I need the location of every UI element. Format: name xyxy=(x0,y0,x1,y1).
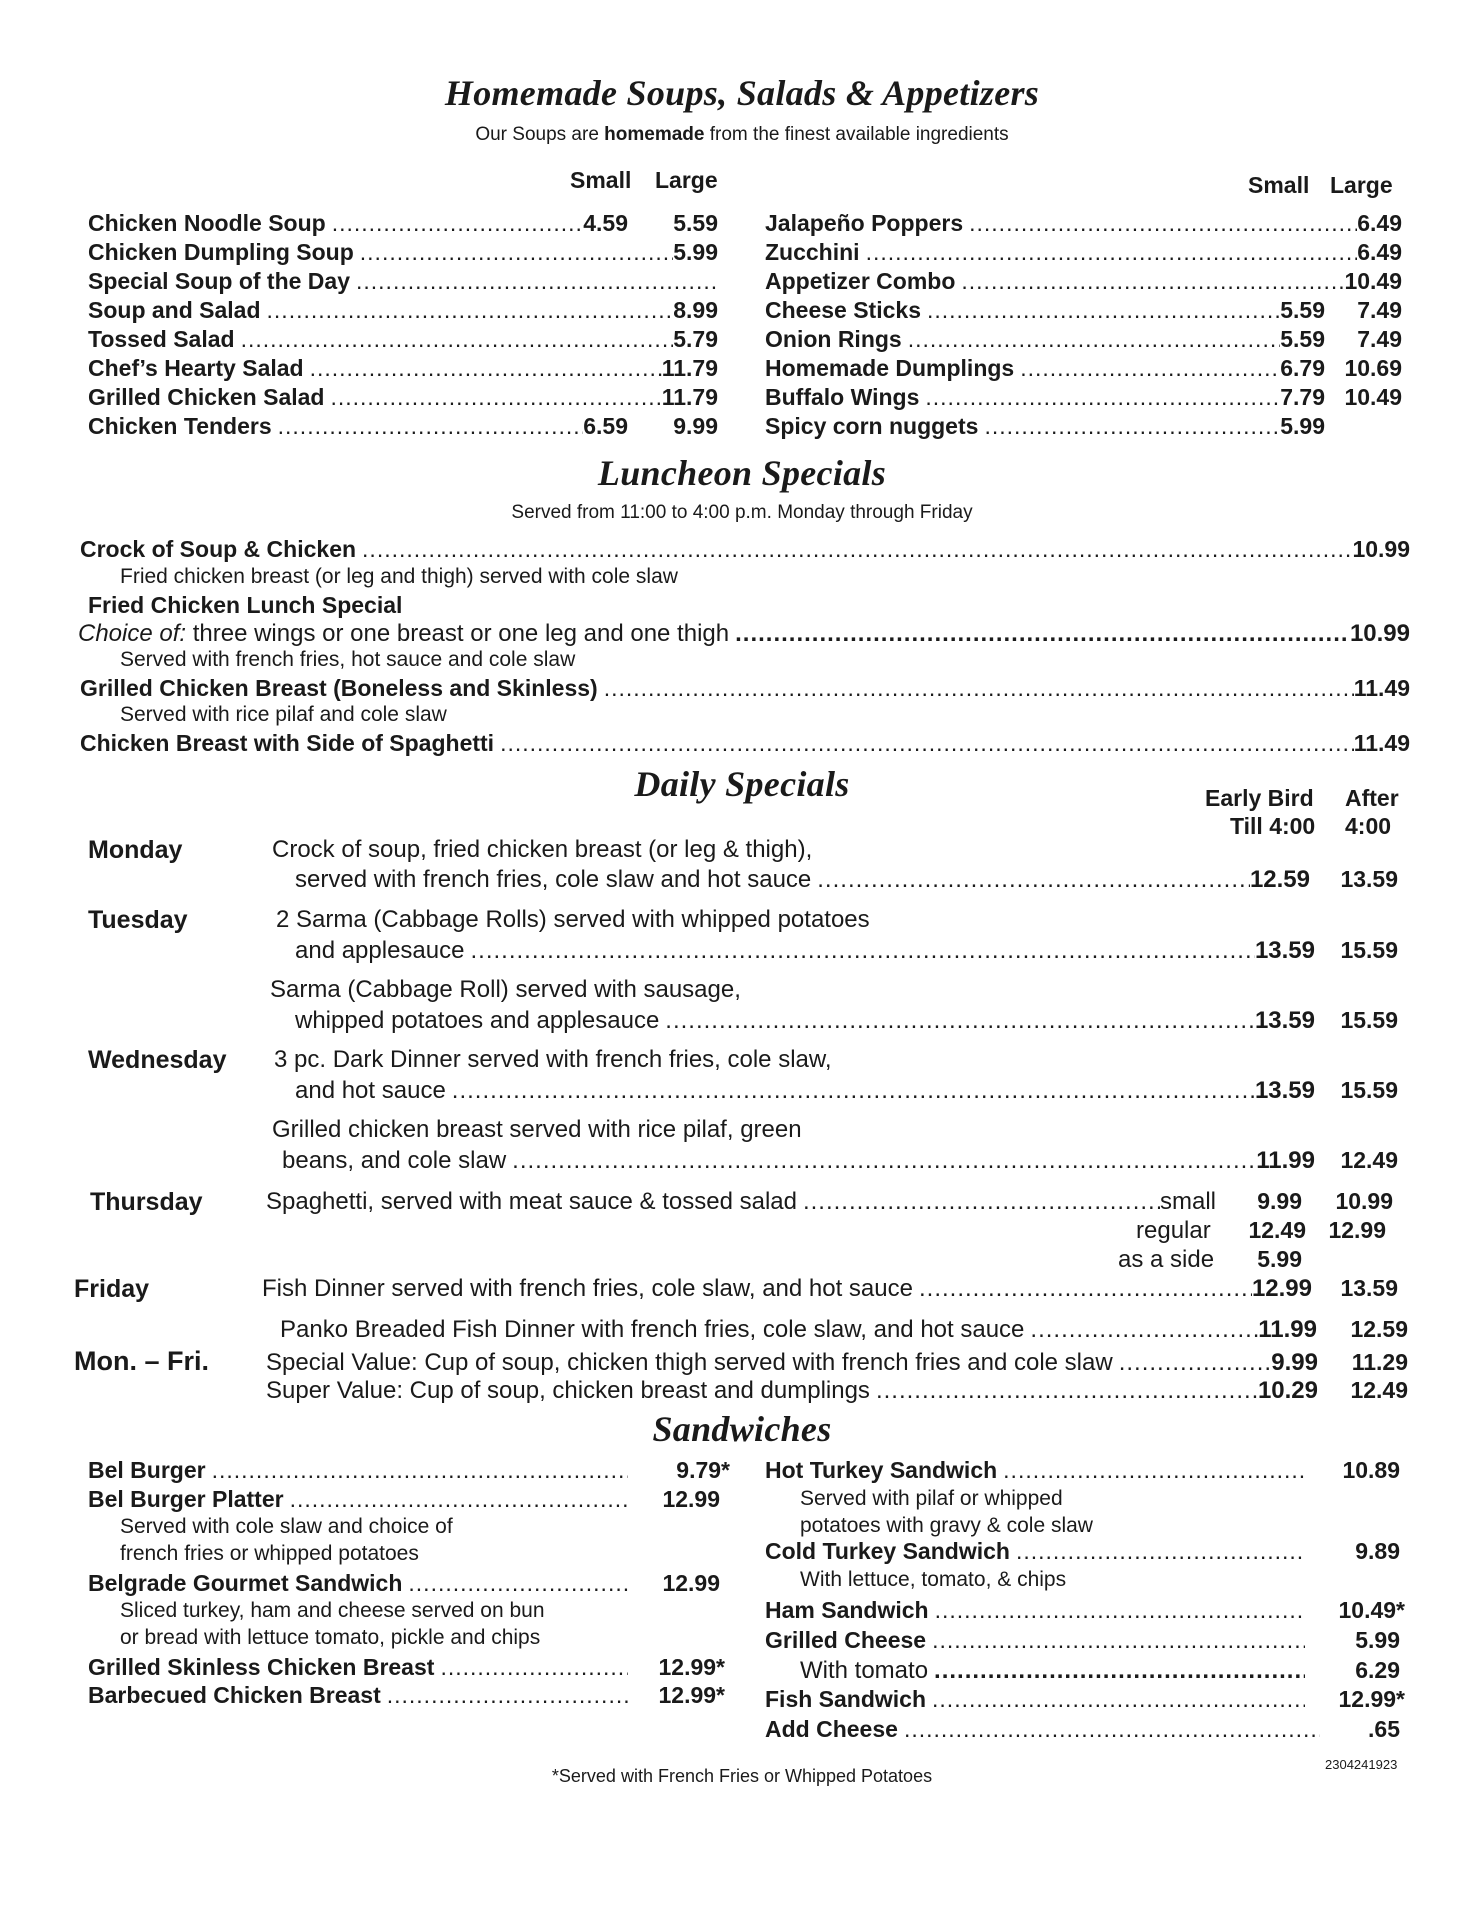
price-primary: 4.59 xyxy=(583,210,628,236)
grilled-cheese-price: 5.99 xyxy=(1355,1627,1400,1653)
menu-item-grilled-chicken-breast: Grilled Chicken Breast (Boneless and Skinless) ..... 11.49 xyxy=(80,675,1410,702)
wednesday2-after-price: 12.49 xyxy=(1340,1147,1398,1173)
after-time: 4:00 xyxy=(1345,813,1392,839)
monday-after-price: 13.59 xyxy=(1340,866,1398,892)
hot-turkey-note2: potatoes with gravy & cole slaw xyxy=(800,1514,1093,1537)
menu-item-soup-and-salad: Soup and Salad ..... 8.99 xyxy=(88,297,718,324)
hot-turkey-price: 10.89 xyxy=(1342,1457,1400,1483)
menu-item-jalape-o-poppers: Jalapeño Poppers ..... 6.49 xyxy=(765,210,1402,237)
footer-note: *Served with French Fries or Whipped Potatoes xyxy=(551,1766,933,1786)
grilled-skinless-breast-price: 12.99* xyxy=(658,1654,725,1680)
tuesday2-line1: Sarma (Cabbage Roll) served with sausage, xyxy=(270,976,741,1003)
thursday-regular-early: 12.49 xyxy=(1248,1217,1306,1243)
menu-item-fried-chicken-lunch: Choice of: three wings or one breast or one leg and one thigh ..... 10.99 xyxy=(78,620,1410,648)
wednesday-after-price: 15.59 xyxy=(1340,1077,1398,1103)
large-header-right: Large xyxy=(1330,172,1393,198)
menu-item-barbecued-breast: Barbecued Chicken Breast ..... xyxy=(88,1682,628,1709)
menu-item-grilled-skinless-breast: Grilled Skinless Chicken Breast ..... xyxy=(88,1654,628,1681)
price-large: 10.49 xyxy=(1344,384,1402,410)
price-large: 7.49 xyxy=(1357,297,1402,323)
menu-item-chicken-tenders: Chicken Tenders ..... 6.59 xyxy=(88,413,628,440)
tuesday2-after-price: 15.59 xyxy=(1340,1007,1398,1033)
small-header-right: Small xyxy=(1248,172,1310,198)
bel-burger-platter-note2: french fries or whipped potatoes xyxy=(120,1542,419,1565)
price-primary: 6.59 xyxy=(583,413,628,439)
price-large: 9.99 xyxy=(673,413,718,439)
menu-item-grilled-cheese: Grilled Cheese ..... xyxy=(765,1627,1305,1654)
menu-item-chicken-dumpling-soup: Chicken Dumpling Soup ..... 5.99 xyxy=(88,239,718,266)
fried-chicken-lunch-title: Fried Chicken Lunch Special xyxy=(88,592,403,618)
thursday-regular-label: regular xyxy=(1136,1217,1211,1244)
day-mon-fri: Mon. – Fri. xyxy=(74,1346,209,1376)
ham-sandwich-price: 10.49* xyxy=(1338,1597,1405,1623)
friday-after-price: 13.59 xyxy=(1340,1275,1398,1301)
wednesday2-line1: Grilled chicken breast served with rice pilaf, green xyxy=(272,1116,802,1143)
super-value-after: 12.49 xyxy=(1350,1377,1408,1403)
barbecued-breast-price: 12.99* xyxy=(658,1682,725,1708)
menu-item-homemade-dumplings: Homemade Dumplings ..... 6.79 xyxy=(765,355,1325,382)
add-cheese-price: .65 xyxy=(1368,1716,1400,1742)
monday-line2: served with french fries, cole slaw and hot sauce ..... 12.59 xyxy=(295,866,1310,894)
menu-item-chicken-spaghetti: Chicken Breast with Side of Spaghetti ..... 11.49 xyxy=(80,730,1410,757)
thursday-small-early: 9.99 xyxy=(1257,1188,1302,1214)
bel-burger-platter-price: 12.99 xyxy=(662,1486,720,1512)
menu-item-belgrade-gourmet: Belgrade Gourmet Sandwich ..... xyxy=(88,1570,628,1597)
price-primary: 6.79 xyxy=(1280,355,1325,381)
with-tomato-price: 6.29 xyxy=(1355,1657,1400,1683)
price-large: 5.59 xyxy=(673,210,718,236)
super-value-line: Super Value: Cup of soup, chicken breast and dumplings ..... 10.29 xyxy=(266,1377,1318,1405)
monday-line1: Crock of soup, fried chicken breast (or leg & thigh), xyxy=(272,836,813,863)
menu-item-zucchini: Zucchini ..... 6.49 xyxy=(765,239,1402,266)
price-primary: 5.79 xyxy=(673,326,718,352)
tuesday2-line2: whipped potatoes and applesauce ..... 13.59 xyxy=(295,1007,1315,1035)
thursday-small-after: 10.99 xyxy=(1335,1188,1393,1214)
menu-item-bel-burger: Bel Burger ..... xyxy=(88,1457,628,1484)
wednesday-line2: and hot sauce ..... 13.59 xyxy=(295,1077,1315,1105)
bel-burger-price: 9.79* xyxy=(676,1457,730,1483)
early-bird-time: Till 4:00 xyxy=(1230,813,1316,839)
grilled-chicken-breast-note: Served with rice pilaf and cole slaw xyxy=(120,703,447,726)
tuesday-line2: and applesauce ..... 13.59 xyxy=(295,937,1315,965)
tuesday-after-price: 15.59 xyxy=(1340,937,1398,963)
early-bird-header: Early Bird xyxy=(1205,785,1314,811)
tuesday-line1: 2 Sarma (Cabbage Rolls) served with whipped potatoes xyxy=(276,906,870,933)
menu-item-spicy-corn-nuggets: Spicy corn nuggets ..... 5.99 xyxy=(765,413,1325,440)
menu-item-grilled-chicken-salad: Grilled Chicken Salad ..... 11.79 xyxy=(88,384,718,411)
thursday-line: Spaghetti, served with meat sauce & tossed salad ..... small xyxy=(266,1188,1216,1216)
wednesday2-line2: beans, and cole slaw ..... 11.99 xyxy=(282,1147,1315,1175)
day-tuesday: Tuesday xyxy=(88,906,188,934)
price-primary: 6.49 xyxy=(1357,210,1402,236)
wednesday-line1: 3 pc. Dark Dinner served with french fries, cole slaw, xyxy=(274,1046,832,1073)
belgrade-gourmet-note2: or bread with lettuce tomato, pickle and chips xyxy=(120,1626,541,1649)
luncheon-title: Luncheon Specials xyxy=(597,453,887,493)
menu-item-add-cheese: Add Cheese ..... xyxy=(765,1716,1320,1743)
belgrade-gourmet-note1: Sliced turkey, ham and cheese served on bun xyxy=(120,1599,545,1622)
menu-item-buffalo-wings: Buffalo Wings ..... 7.79 xyxy=(765,384,1325,411)
luncheon-subtitle: Served from 11:00 to 4:00 p.m. Monday through Friday xyxy=(511,502,973,523)
cold-turkey-price: 9.89 xyxy=(1355,1538,1400,1564)
menu-item-cold-turkey: Cold Turkey Sandwich ..... xyxy=(765,1538,1305,1565)
friday-line: Fish Dinner served with french fries, cole slaw, and hot sauce ..... 12.99 xyxy=(262,1275,1312,1303)
price-primary: 5.99 xyxy=(1280,413,1325,439)
fried-chicken-lunch-note: Served with french fries, hot sauce and cole slaw xyxy=(120,648,576,671)
price-primary: 5.59 xyxy=(1280,326,1325,352)
price-large: 7.49 xyxy=(1357,326,1402,352)
small-header-left: Small xyxy=(570,167,632,193)
panko-after-price: 12.59 xyxy=(1350,1316,1408,1342)
thursday-side-early: 5.99 xyxy=(1257,1246,1302,1272)
day-thursday: Thursday xyxy=(90,1188,203,1216)
price-primary: 11.79 xyxy=(661,384,718,410)
cold-turkey-note1: With lettuce, tomato, & chips xyxy=(800,1568,1067,1591)
menu-code: 2304241923 xyxy=(1325,1757,1398,1772)
price-primary: 10.49 xyxy=(1344,268,1402,294)
day-wednesday: Wednesday xyxy=(88,1046,227,1074)
menu-item-chicken-noodle-soup: Chicken Noodle Soup ..... 4.59 xyxy=(88,210,628,237)
price-primary: 8.99 xyxy=(673,297,718,323)
menu-item-chef-s-hearty-salad: Chef’s Hearty Salad ..... 11.79 xyxy=(88,355,718,382)
menu-item-onion-rings: Onion Rings ..... 5.59 xyxy=(765,326,1325,353)
after-header: After xyxy=(1345,785,1399,811)
special-value-after: 11.29 xyxy=(1351,1349,1408,1375)
price-primary: 6.49 xyxy=(1357,239,1402,265)
crock-of-soup-note: Fried chicken breast (or leg and thigh) served with cole slaw xyxy=(120,565,678,588)
menu-item-tossed-salad: Tossed Salad ..... 5.79 xyxy=(88,326,718,353)
menu-item-crock-of-soup: Crock of Soup & Chicken ..... 10.99 xyxy=(80,536,1410,563)
large-header-left: Large xyxy=(655,167,718,193)
menu-item-special-soup-of-the-day: Special Soup of the Day ..... xyxy=(88,268,718,295)
belgrade-gourmet-price: 12.99 xyxy=(662,1570,720,1596)
bel-burger-platter-note1: Served with cole slaw and choice of xyxy=(120,1515,453,1538)
day-monday: Monday xyxy=(88,836,183,864)
panko-line: Panko Breaded Fish Dinner with french fries, cole slaw, and hot sauce ..... 11.99 xyxy=(280,1316,1317,1344)
price-primary: 5.99 xyxy=(673,239,718,265)
special-value-line: Special Value: Cup of soup, chicken thigh served with french fries and cole slaw ..... 9.99 xyxy=(266,1349,1318,1377)
price-large: 10.69 xyxy=(1344,355,1402,381)
soups-subtitle: Our Soups are homemade from the finest available ingredients xyxy=(475,124,1009,145)
daily-title: Daily Specials xyxy=(634,764,850,804)
menu-item-bel-burger-platter: Bel Burger Platter ..... xyxy=(88,1486,628,1513)
price-primary: 7.79 xyxy=(1280,384,1325,410)
fish-sandwich-price: 12.99* xyxy=(1338,1686,1405,1712)
soups-title: Homemade Soups, Salads & Appetizers xyxy=(444,73,1040,113)
hot-turkey-note1: Served with pilaf or whipped xyxy=(800,1487,1063,1510)
menu-item-hot-turkey: Hot Turkey Sandwich ..... xyxy=(765,1457,1305,1484)
thursday-side-label: as a side xyxy=(1118,1246,1215,1273)
price-primary: 5.59 xyxy=(1280,297,1325,323)
sandwiches-title: Sandwiches xyxy=(652,1409,832,1449)
menu-item-fish-sandwich: Fish Sandwich ..... xyxy=(765,1686,1305,1713)
menu-item-cheese-sticks: Cheese Sticks ..... 5.59 xyxy=(765,297,1325,324)
day-friday: Friday xyxy=(74,1275,150,1303)
thursday-regular-after: 12.99 xyxy=(1328,1217,1386,1243)
menu-item-with-tomato: With tomato ..... xyxy=(800,1657,1305,1685)
menu-item-ham-sandwich: Ham Sandwich ..... xyxy=(765,1597,1305,1624)
price-primary: 11.79 xyxy=(661,355,718,381)
menu-item-appetizer-combo: Appetizer Combo ..... 10.49 xyxy=(765,268,1402,295)
